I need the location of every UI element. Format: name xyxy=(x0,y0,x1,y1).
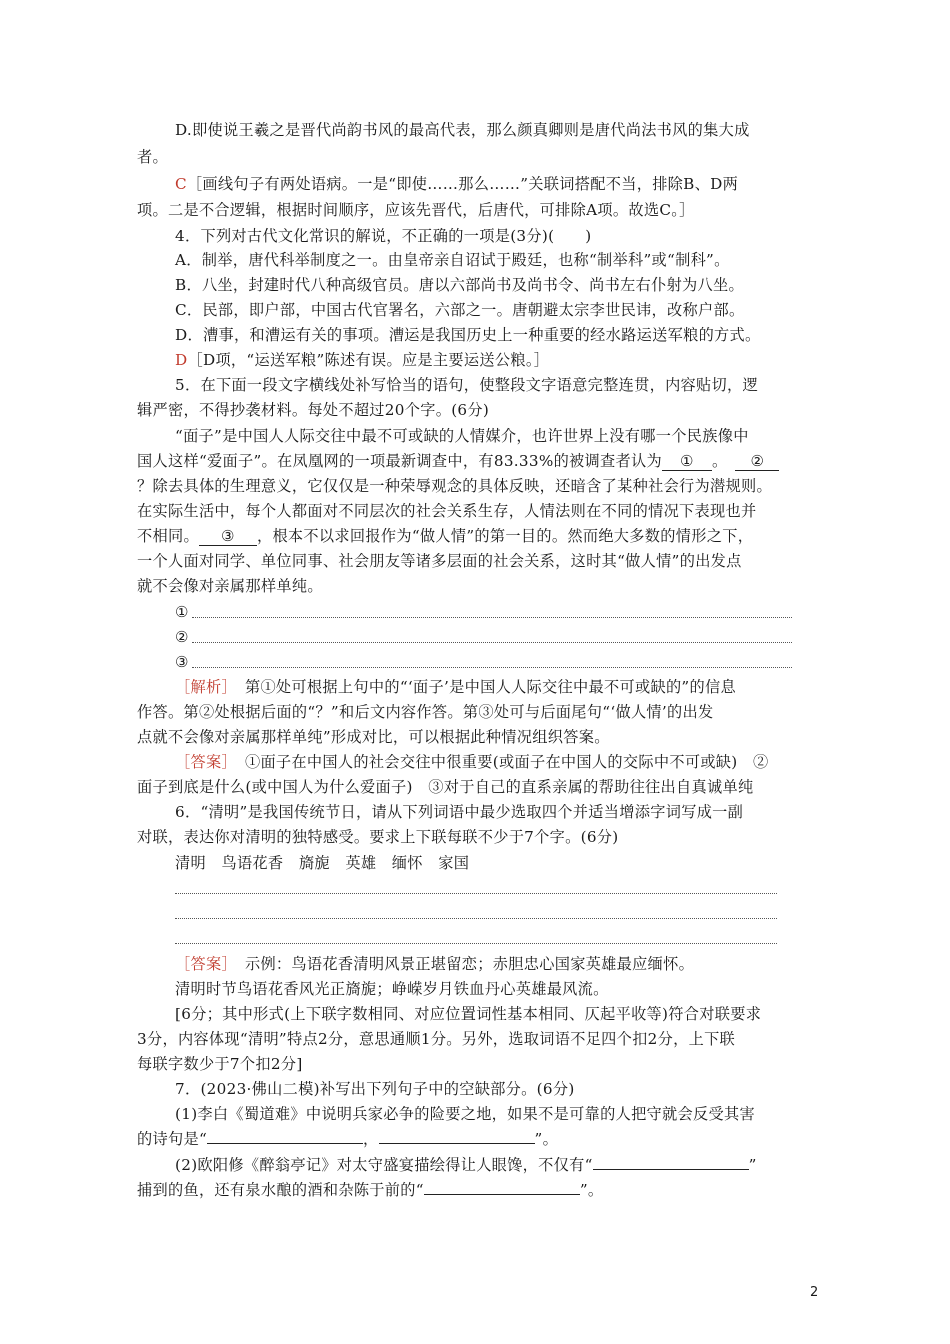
q5-passage-5-tail: ，根本不以求回报作为“做人情”的第一目的。然而绝大多数的情形之下， xyxy=(256,527,754,545)
q5-stem-1: 5．在下面一段文字横线处补写恰当的语句，使整段文字语意完整连贯，内容贴切，逻 xyxy=(175,376,758,394)
q5-stem-2: 辑严密，不得抄袭材料。每处不超过20个字。(6分) xyxy=(137,401,490,419)
q6-answer-line-2[interactable] xyxy=(175,918,777,919)
q3-option-d-line2: 者。 xyxy=(137,148,168,166)
q7-sub1-line1: (1)李白《蜀道难》中说明兵家必争的险要之地，如果不是可靠的人把守就会反受其害 xyxy=(175,1105,755,1123)
q5-answer-line-1[interactable] xyxy=(192,617,792,618)
q5-answer-label-2: ② xyxy=(175,628,189,646)
q4-option-b: B．八坐，封建时代八种高级官员。唐以六部尚书及尚书令、尚书左右仆射为八坐。 xyxy=(175,276,745,294)
q5-answer-line-2[interactable] xyxy=(192,642,792,643)
q7-sub2-suffix: ”。 xyxy=(579,1181,604,1199)
q7-sub1-line2 xyxy=(137,1127,558,1151)
q7-blank-1[interactable] xyxy=(207,1143,363,1144)
q7-sub1-comma: ， xyxy=(363,1130,379,1148)
q5-answer-text-2: 面子到底是什么(或中国人为什么爱面子) ③对于自己的直系亲属的帮助往往出自真诚单纯 xyxy=(137,778,754,796)
q4-answer-letter: D xyxy=(175,351,188,369)
q5-passage-7: 就不会像对亲属那样单纯。 xyxy=(137,577,323,595)
q4-explanation: ［D项，“运送军粮”陈述有误。应是主要运送公粮。］ xyxy=(187,351,550,369)
q5-passage-4: 在实际生活中，每个人都面对不同层次的社会关系生存，人情法则在不同的情况下表现也并 xyxy=(137,502,757,520)
q5-passage-2 xyxy=(137,449,779,473)
q5-analysis-tag: ［解析］ xyxy=(175,678,237,696)
q3-explanation-2: 项。二是不合逻辑，根据时间顺序，应该先晋代，后唐代，可排除A项。故选C。］ xyxy=(137,201,695,219)
q7-sub2-line2-prefix: 捕到的鱼，还有泉水酿的酒和杂陈于前的“ xyxy=(137,1181,424,1199)
q5-answer-line1 xyxy=(175,750,769,774)
q6-answer-text-1: 示例：鸟语花香清明风景正堪留恋；赤胆忠心国家英雄最应缅怀。 xyxy=(244,955,695,973)
q6-stem-1: 6．“清明”是我国传统节日，请从下列词语中最少选取四个并适当增添字词写成一副 xyxy=(175,803,744,821)
q5-analysis-text-3: 点就不会像对亲属那样单纯”形成对比，可以根据此种情况组织答案。 xyxy=(137,728,610,746)
q4-option-a: A．制举，唐代科举制度之一。由皇帝亲自诏试于殿廷，也称“制举科”或“制科”。 xyxy=(175,251,730,269)
q5-answer-label-1: ① xyxy=(175,603,189,621)
q7-blank-3[interactable] xyxy=(593,1169,749,1170)
q5-analysis-line1 xyxy=(175,675,736,699)
q5-analysis-text-1: 第①处可根据上句中的“‘面子’是中国人人际交往中最不可或缺的”的信息 xyxy=(244,678,736,696)
q3-answer-letter: C xyxy=(175,175,187,193)
q6-answer-line1 xyxy=(175,952,694,976)
q4-stem: 4．下列对古代文化常识的解说，不正确的一项是(3分)( ) xyxy=(175,227,592,245)
q6-score-3: 每联字数少于7个扣2分] xyxy=(137,1055,303,1073)
q3-option-d-line1: D.即使说王羲之是晋代尚韵书风的最高代表，那么颜真卿则是唐代尚法书风的集大成 xyxy=(175,121,750,139)
q4-option-d: D．漕事，和漕运有关的事项。漕运是我国历史上一种重要的经水路运送军粮的方式。 xyxy=(175,326,761,344)
q6-score-2: 3分，内容体现“清明”特点2分，意思通顺1分。另外，选取词语不足四个扣2分，上下联 xyxy=(137,1030,736,1048)
q7-sub1-prefix: 的诗句是“ xyxy=(137,1130,208,1148)
q3-answer-line1 xyxy=(175,172,738,196)
q5-passage-6: 一个人面对同学、单位同事、社会朋友等诸多层面的社会关系，这时其“做人情”的出发点 xyxy=(137,552,742,570)
q5-answer-label-3: ③ xyxy=(175,653,189,671)
q5-answer-text-1: ①面子在中国人的社会交往中很重要(或面子在中国人的交际中不可或缺) ② xyxy=(244,753,769,771)
q6-word-list: 清明 鸟语花香 旖旎 英雄 缅怀 家国 xyxy=(175,854,470,872)
q5-passage-1: “面子”是中国人人际交往中最不可或缺的人情媒介，也许世界上没有哪一个民族像中 xyxy=(175,427,749,445)
q7-sub2-line2 xyxy=(137,1178,603,1202)
q5-answer-line-3[interactable] xyxy=(192,667,792,668)
q5-passage-2-text: 国人这样“爱面子”。在凤凰网的一项最新调查中，有83.33%的被调查者认为 xyxy=(137,452,662,470)
q7-sub1-suffix: ”。 xyxy=(534,1130,559,1148)
q5-passage-2-tail: 。 xyxy=(711,452,728,470)
q5-analysis-text-2: 作答。第②处根据后面的“？”和后文内容作答。第③处可与后面尾句“‘做人情’的出发 xyxy=(137,703,714,721)
q4-answer-line xyxy=(175,348,549,372)
q6-answer-line-3[interactable] xyxy=(175,943,777,944)
q6-answer-text-2: 清明时节鸟语花香风光正旖旎；峥嵘岁月铁血丹心英雄最风流。 xyxy=(175,980,609,998)
q5-passage-5-text: 不相同。 xyxy=(137,527,199,545)
q7-sub2-line1 xyxy=(175,1153,757,1177)
q7-sub2-quote: ” xyxy=(748,1156,757,1174)
q6-answer-line-1[interactable] xyxy=(175,893,777,894)
q6-score-1: [6分；其中形式(上下联字数相同、对应位置词性基本相同、仄起平收等)符合对联要求 xyxy=(175,1005,762,1023)
q7-blank-4[interactable] xyxy=(424,1194,580,1195)
q5-passage-5 xyxy=(137,524,753,548)
q6-stem-2: 对联，表达你对清明的独特感受。要求上下联每联不少于7个字。(6分) xyxy=(137,828,619,846)
q3-explanation-1: ［画线句子有两处语病。一是“即使……那么……”关联词搭配不当，排除B、D两 xyxy=(186,175,739,193)
q6-answer-tag: ［答案］ xyxy=(175,955,237,973)
q5-blank-3[interactable]: ③ xyxy=(199,527,257,546)
q5-blank-2[interactable]: ② xyxy=(735,452,779,471)
page-number: 2 xyxy=(810,1285,819,1300)
q5-answer-tag: ［答案］ xyxy=(175,753,237,771)
q7-stem: 7．(2023·佛山二模)补写出下列句子中的空缺部分。(6分) xyxy=(175,1080,575,1098)
q5-blank-1[interactable]: ① xyxy=(662,452,712,471)
q7-sub2-prefix: (2)欧阳修《醉翁亭记》对太守盛宴描绘得让人眼馋，不仅有“ xyxy=(175,1156,593,1174)
q7-blank-2[interactable] xyxy=(379,1143,535,1144)
q5-passage-3: ？除去具体的生理意义，它仅仅是一种荣辱观念的具体反映，还暗含了某种社会行为潜规则。 xyxy=(137,477,772,495)
q4-option-c: C．民部，即户部，中国古代官署名，六部之一。唐朝避太宗李世民讳，改称户部。 xyxy=(175,301,745,319)
